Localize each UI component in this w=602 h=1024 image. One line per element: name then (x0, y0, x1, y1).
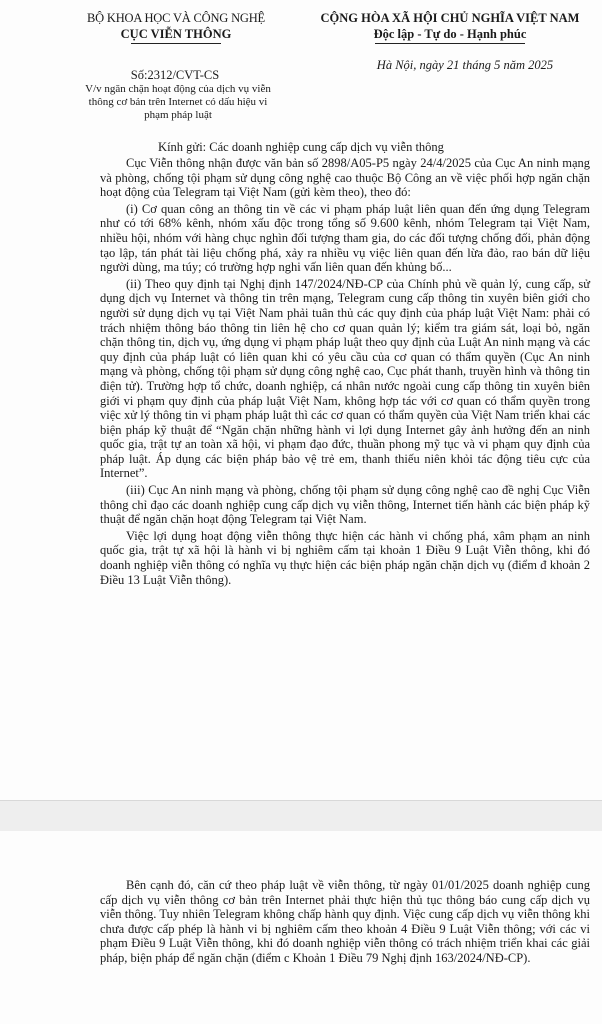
country-name: CỘNG HÒA XÃ HỘI CHỦ NGHĨA VIỆT NAM (320, 11, 580, 25)
salutation: Kính gửi: Các doanh nghiệp cung cấp dịch vụ viễn thông (158, 140, 444, 154)
national-motto: Độc lập - Tự do - Hạnh phúc (373, 27, 527, 41)
paragraph-item-iii: (iii) Cục An ninh mạng và phòng, chống tội phạm sử dụng công nghệ cao đề nghị Cục Viễn thông chỉ đạo các doanh nghiệp cung cấp dịch vụ viễn thông, Internet tiến hành các biện pháp kỹ thuật để ngăn chặn hoạt động Telegram tại Việt Nam. (100, 483, 590, 527)
page-separator (0, 800, 602, 832)
department-underline (131, 43, 221, 44)
ministry-name: BỘ KHOA HỌC VÀ CÔNG NGHỆ (87, 11, 265, 25)
document-date: Hà Nội, ngày 21 tháng 5 năm 2025 (376, 58, 554, 72)
paragraph-legal-basis: Việc lợi dụng hoạt động viễn thông thực hiện các hành vi chống phá, xâm phạm an ninh quốc gia, trật tự xã hội là hành vi bị nghiêm cấm tại khoản 1 Điều 9 Luật Viễn thông, khi đó doanh nghiệp viễn thông có nghĩa vụ thực hiện các biện pháp ngăn chặn dịch vụ (điểm đ khoản 2 Điều 13 Luật Viễn thông). (100, 528, 590, 587)
national-header (300, 10, 600, 44)
paragraph-page-2: Bên cạnh đó, căn cứ theo pháp luật về viễn thông, từ ngày 01/01/2025 doanh nghiệp cung cấp dịch vụ viễn thông cơ bản trên Internet phải thực hiện thủ tục thông báo cung cấp dịch vụ viễn thông. Tuy nhiên Telegram không chấp hành quy định. Việc cung cấp dịch vụ viễn thông khi chưa được cấp phép là hành vi bị nghiêm cấm theo khoản 4 Điều 9 Luật Viễn thông; với các vi phạm Điều 9 Luật Viễn thông, khi đó doanh nghiệp viễn thông có trách nhiệm triển khai các giải pháp, biện pháp để ngăn chặn (điểm c Khoản 1 Điều 79 Nghị định 163/2024/NĐ-CP). (100, 878, 590, 965)
document-subject: V/v ngăn chặn hoạt động của dịch vụ viễn thông cơ bản trên Internet có dấu hiệu vi phạm pháp luật (85, 83, 271, 121)
department-name: CỤC VIỄN THÔNG (120, 27, 232, 41)
document-page-2 (0, 831, 602, 1024)
document-number: Số:2312/CVT-CS (130, 68, 220, 82)
paragraph-item-i: (i) Cơ quan công an thông tin về các vi phạm pháp luật liên quan đến ứng dụng Telegram như có tới 68% kênh, nhóm xấu độc trong tổng số 9.600 kênh, nhóm Telegram tại Việt Nam, nhiều hội, nhóm với hàng chục nghìn đối tượng tham gia, do các đối tượng chống đối, phản động tạo lập, tán phát tài liệu chống phá, xảy ra nhiều vụ việc liên quan đến lừa đảo, rao bán dữ liệu người dùng, ma túy; có trường hợp nghi vấn liên quan đến khủng bố... (100, 201, 590, 275)
paragraph-item-ii: (ii) Theo quy định tại Nghị định 147/2024/NĐ-CP của Chính phủ về quản lý, cung cấp, sử dụng dịch vụ Internet và thông tin trên mạng, Telegram cung cấp thông tin xuyên biên giới cho người sử dụng dịch vụ tại Việt Nam phải tuân thủ các quy định của pháp luật Việt Nam: phải có trách nhiệm thông báo thông tin liên hệ cho cơ quan quản lý; kiểm tra giám sát, loại bỏ, ngăn chặn thông tin, dịch vụ, ứng dụng vi phạm pháp luật theo quy định của Luật An ninh mạng và các quy định của pháp luật có liên quan khi có yêu cầu của cơ quan có thẩm quyền (Cục An ninh mạng và phòng, chống tội phạm sử dụng công nghệ cao, Cục phát thanh, truyền hình và thông tin điện tử). Trường hợp tổ chức, doanh nghiệp, cá nhân nước ngoài cung cấp thông tin xuyên biên giới vi phạm quy định của pháp luật Việt Nam, không hợp tác với cơ quan có thẩm quyền trong việc xử lý thông tin vi phạm pháp luật thì các cơ quan có thẩm quyền của Việt Nam triển khai các biện pháp kỹ thuật để “Ngăn chặn những hành vi lợi dụng Internet gây ảnh hưởng đến an ninh quốc gia, trật tự an toàn xã hội, vi phạm đạo đức, thuần phong mỹ tục và vi phạm quy định của pháp luật. Áp dụng các biện pháp bảo vệ trẻ em, thanh thiếu niên khỏi tác động tiêu cực của Internet”. (100, 276, 590, 481)
paragraph-intro: Cục Viễn thông nhận được văn bản số 2898/A05-P5 ngày 24/4/2025 của Cục An ninh mạng và phòng, chống tội phạm sử dụng công nghệ cao thuộc Bộ Công an về việc phối hợp ngăn chặn hoạt động của Telegram tại Việt Nam (gửi kèm theo), theo đó: (100, 156, 590, 200)
page-2-body (100, 878, 590, 966)
issuing-agency-header (76, 10, 276, 44)
letter-body (100, 156, 590, 589)
motto-underline (375, 43, 525, 44)
